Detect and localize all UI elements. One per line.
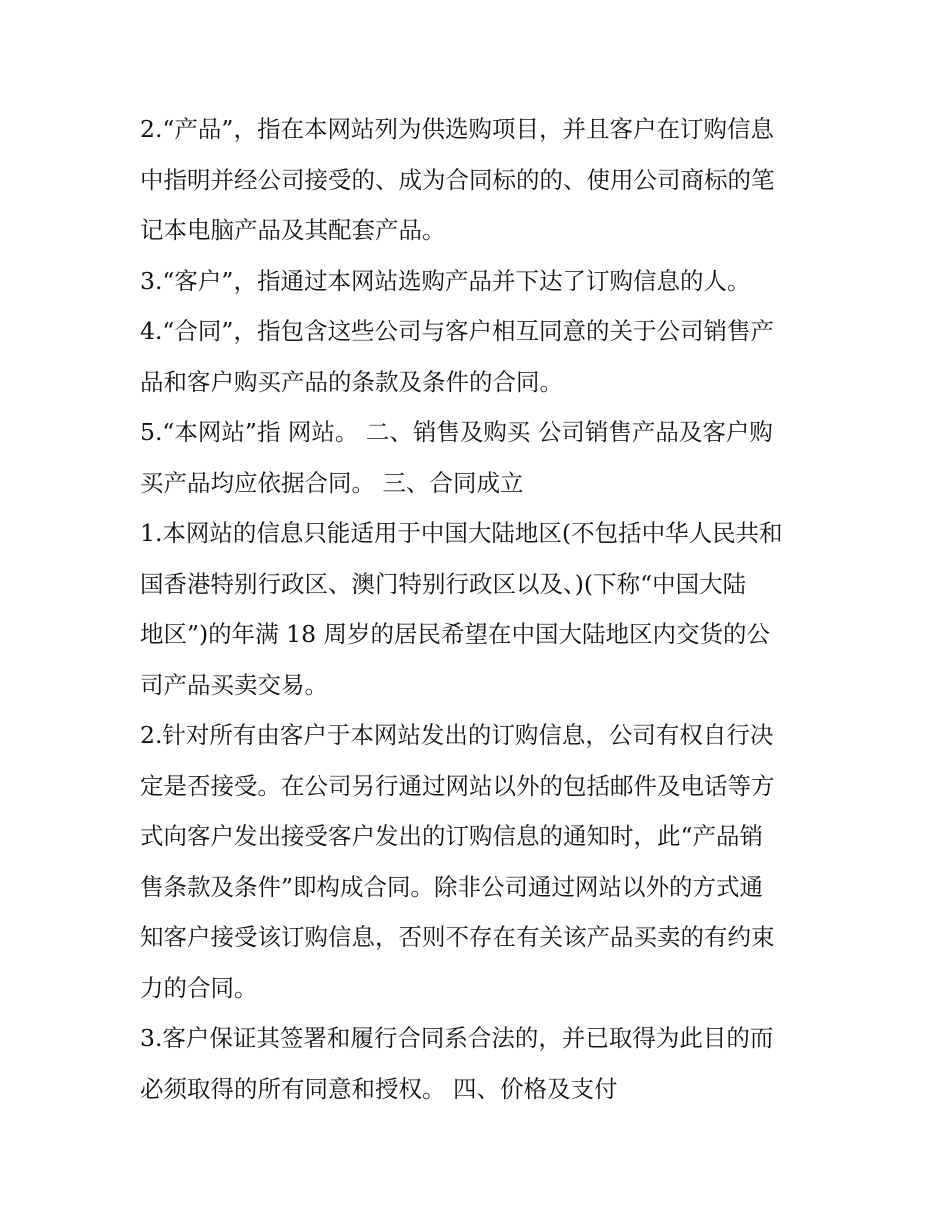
- text-line: 买产品均应依据合同。 三、合同成立: [140, 468, 524, 497]
- text-line: 3.“客户”，指通过本网站选购产品并下达了订购信息的人。: [140, 266, 751, 295]
- text-line: 定是否接受。在公司另行通过网站以外的包括邮件及电话等方: [140, 771, 775, 800]
- text-line: 品和客户购买产品的条款及条件的合同。: [140, 367, 563, 396]
- text-line: 国香港特别行政区、澳门特别行政区以及、)(下称“中国大陆: [140, 569, 747, 598]
- text-line: 力的合同。: [140, 973, 258, 1002]
- text-line: 式向客户发出接受客户发出的订购信息的通知时，此“产品销: [140, 822, 764, 850]
- text-line: 中指明并经公司接受的、成为合同标的的、使用公司商标的笔: [140, 165, 775, 194]
- text-line: 必须取得的所有同意和授权。 四、价格及支付: [140, 1074, 618, 1103]
- text-line: 4.“合同”，指包含这些公司与客户相互同意的关于公司销售产: [140, 317, 774, 345]
- text-line: 地区”)的年满 18 周岁的居民希望在中国大陆地区内交货的公: [140, 620, 771, 648]
- definition-website: [140, 407, 820, 508]
- definition-contract: [140, 306, 820, 407]
- definition-customer: [140, 256, 820, 307]
- text-line: 2.“产品”，指在本网站列为供选购项目，并且客户在订购信息: [140, 115, 774, 143]
- text-line: 售条款及条件”即构成合同。除非公司通过网站以外的方式通: [140, 872, 764, 901]
- document-body: [140, 104, 820, 1114]
- clause-warranty: [140, 1013, 820, 1114]
- text-line: 1.本网站的信息只能适用于中国大陆地区(不包括中华人民共和: [140, 519, 783, 547]
- definition-product: [140, 104, 820, 256]
- clause-scope: [140, 508, 820, 710]
- text-line: 3.客户保证其签署和履行合同系合法的，并已取得为此目的而: [140, 1024, 774, 1052]
- text-line: 2.针对所有由客户于本网站发出的订购信息，公司有权自行决: [140, 721, 774, 749]
- text-line: 5.“本网站”指 网站。 二、销售及购买 公司销售产品及客户购: [140, 418, 773, 446]
- text-line: 知客户接受该订购信息，否则不存在有关该产品买卖的有约束: [140, 923, 775, 951]
- clause-acceptance: [140, 710, 820, 1013]
- text-line: 司产品买卖交易。: [140, 670, 328, 699]
- text-line: 记本电脑产品及其配套产品。: [140, 216, 446, 244]
